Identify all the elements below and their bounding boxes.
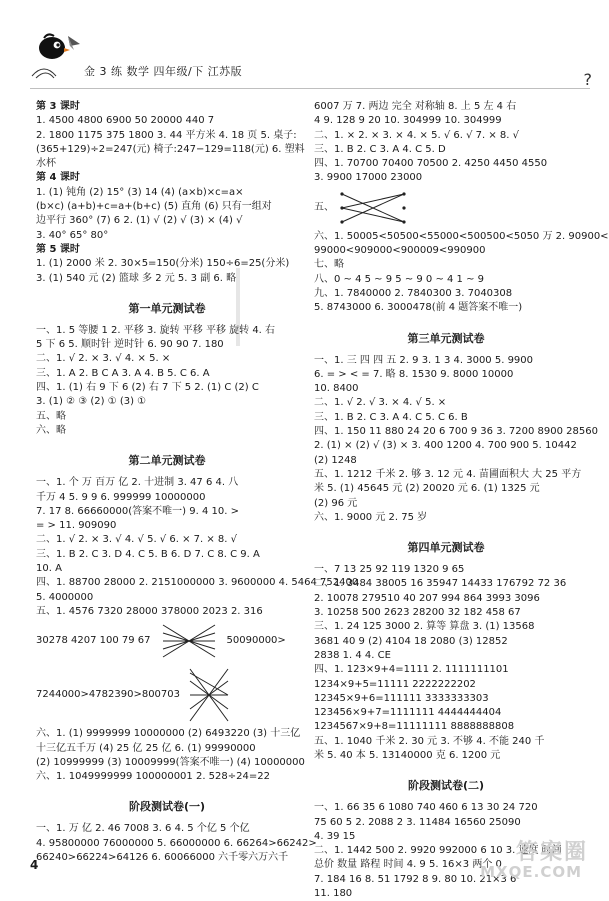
diagram-1-left-text: 30278 4207 100 79 67 (36, 635, 151, 647)
answer-line: (365+129)÷2=247(元) 椅子:247−129=118(元) 6. 塑料 (36, 143, 305, 155)
section-title-unit-3: 第三单元测试卷 (407, 331, 485, 345)
section-title-unit-4: 第四单元测试卷 (407, 541, 485, 555)
diagram-1-right-text: 50090000> (226, 635, 286, 647)
matching-lines-diagram-3 (338, 188, 408, 228)
stage-test-1-answers-continued (314, 100, 578, 186)
answer-line: 五、略 (36, 410, 66, 422)
answer-line: 一、1. 66 35 6 1080 740 460 6 13 30 24 720 (314, 802, 538, 814)
answer-line: 四、1. (1) 右 9 下 6 (2) 右 7 下 5 2. (1) C (2) C (36, 382, 259, 394)
unit-lessons-answers (36, 100, 305, 286)
matching-diagram-row-2 (36, 663, 298, 727)
diagram-2-left-text: 7244000>4782390>800703 (36, 689, 181, 701)
lesson-heading: 第 5 课时 (36, 243, 80, 255)
answer-line: 10. 8400 (314, 383, 359, 395)
lesson-heading: 第 3 课时 (36, 101, 80, 112)
answer-line: 4. 39 15 (314, 830, 356, 842)
answer-line: 11. 180 (314, 888, 353, 900)
answer-line: 六、1. 1049999999 100000001 2. 528÷24=22 (36, 771, 270, 783)
unit-3-answers (314, 354, 598, 526)
answer-line: 1. (1) 2000 米 2. 30×5=150(分米) 150÷6=25(分米) (36, 258, 290, 270)
answer-line: 7. 17 8. 66660000(答案不唯一) 9. 4 10. > (36, 505, 239, 517)
answer-line: 四、1. 70700 70400 70500 2. 4250 4450 4550 (314, 158, 548, 170)
answer-line: 一、1. 5 等腰 1 2. 平移 3. 旋转 平移 平移 旋转 4. 右 (36, 324, 276, 336)
answer-line: 3. 40° 65° 80° (36, 229, 109, 241)
page-header (30, 32, 290, 90)
section-title-stage-test-1: 阶段测试卷(一) (128, 800, 206, 814)
section-title-unit-1: 第一单元测试卷 (128, 301, 206, 315)
answer-line: 1. (1) 钝角 (2) 15° (3) 14 (4) (a×b)×c=a× (36, 186, 244, 198)
answer-line: = > 11. 909090 (36, 520, 117, 532)
header-divider (30, 88, 590, 89)
answer-line: 五、1. 4576 7320 28000 378000 2023 2. 316 (36, 605, 263, 617)
watermark-logo-text: 答案圈 (515, 840, 588, 865)
page-number: 4 (30, 858, 39, 872)
answer-line: 一、1. 个 万 百万 亿 2. 十进制 3. 47 6 4. 八 (36, 477, 239, 489)
answer-line: (b×c) (a+b)+c=a+(b+c) (5) 直角 (6) 只有一组对 (36, 201, 272, 213)
answer-line: 四、1. 123×9+4=1111 2. 1111111101 (314, 664, 509, 676)
answer-line: 三、1. B 2. C 3. A 4. C 5. D (314, 143, 446, 155)
section-title-stage-test-2: 阶段测试卷(二) (407, 779, 485, 793)
answer-line: (2) 10999999 (3) 10009999(答案不唯一) (4) 10000000 (36, 756, 305, 768)
answer-line: 三、1. A 2. B C A 3. A 4. B 5. C 6. A (36, 367, 210, 379)
stage-test-1-answers (36, 822, 317, 865)
answer-line: 五、1. 1212 千米 2. 够 3. 12 元 4. 苗圃面积大 大 25 平方 (314, 468, 582, 480)
section-title-unit-2: 第二单元测试卷 (128, 454, 206, 468)
answer-line: 二、1. √ 2. √ 3. × 4. √ 5. × (314, 397, 447, 409)
answer-line: 3. 10258 500 2623 28200 32 182 458 67 (314, 607, 521, 619)
watermark-url: MXQE.COM (480, 863, 582, 881)
answer-line: 3681 40 9 (2) 4104 18 2080 (3) 12852 (314, 635, 508, 647)
answer-line: 75 60 5 2. 2088 2 3. 11484 16560 25090 (314, 816, 521, 828)
matching-diagram-row-3 (314, 186, 578, 230)
stage-test-1-answers-more (314, 230, 609, 316)
answer-line: 10. A (36, 563, 62, 575)
bird-logo-icon (30, 32, 82, 84)
answer-line: 米 5. 40 本 5. 13140000 克 6. 1200 元 (314, 749, 501, 761)
answer-line: 3. 9900 17000 23000 (314, 172, 423, 184)
unit-2-answers-continued (36, 727, 305, 784)
answer-line: 四、1. 88700 28000 2. 2151000000 3. 9600000 4. 5464 752400 (36, 577, 359, 589)
answer-line: 五、1. 1040 千米 2. 30 元 3. 不够 4. 不能 240 千 (314, 735, 545, 747)
answer-line: 1234567×9+8=11111111 8888888808 (314, 721, 515, 733)
answer-line: 1. 4500 4800 6900 50 20000 440 7 (36, 115, 215, 127)
answer-line: 八、0 ~ 4 5 ~ 9 5 ~ 9 0 ~ 4 1 ~ 9 (314, 273, 485, 285)
answer-line: 一、7 13 25 92 119 1320 9 65 (314, 564, 465, 576)
answer-line: 66240>66224>64126 6. 60066000 六千零六万六千 (36, 851, 289, 863)
answer-line: 九、1. 7840000 2. 7840300 3. 7040308 (314, 287, 513, 299)
answer-line: 三、1. B 2. C 3. A 4. C 5. C 6. B (314, 411, 468, 423)
matching-lines-diagram-2 (186, 665, 232, 725)
answer-line: 99000<909000<900009<990900 (314, 245, 486, 257)
answer-line: 6007 万 7. 两边 完全 对称轴 8. 上 5 左 4 右 (314, 101, 517, 112)
answer-line: 六、1. 9000 元 2. 75 岁 (314, 511, 428, 523)
answer-line: 7. 184 16 8. 51 1792 8 9. 80 10. 21×3 6 (314, 873, 517, 885)
site-watermark (478, 835, 588, 883)
answer-line: 四、1. 150 11 880 24 20 6 700 9 36 3. 7200 8900 28560 (314, 426, 598, 438)
answer-line: 5. 4000000 (36, 591, 94, 603)
answer-line: 十三亿五千万 (4) 25 亿 25 亿 6. (1) 99990000 (36, 742, 256, 754)
unit-1-answers (36, 324, 298, 438)
answer-line: 七、略 (314, 259, 344, 271)
answer-line: 3. (1) 540 元 (2) 篮球 多 2 元 5. 3 副 6. 略 (36, 272, 237, 284)
answer-line: 二、1. 3484 38005 16 35947 14433 176792 72 36 (314, 578, 567, 590)
answer-line: 123456×9+7=1111111 4444444404 (314, 707, 502, 719)
answer-line: 12345×9+6=111111 3333333303 (314, 692, 489, 704)
answer-line: 六、1. (1) 9999999 10000000 (2) 6493220 (3) 十三亿 (36, 728, 301, 740)
answer-line: 三、1. 24 125 3000 2. 算等 算盘 3. (1) 13568 (314, 621, 535, 633)
answer-line: 六、略 (36, 424, 66, 436)
answer-line: 5 下 6 5. 顺时针 逆时针 6. 90 90 7. 180 (36, 339, 224, 351)
answer-line: 二、1. √ 2. × 3. √ 4. × 5. × (36, 353, 171, 365)
answer-line: 二、1. 1442 500 2. 9920 992000 6 10 3. 速度 时间 (314, 845, 562, 857)
lesson-heading: 第 4 课时 (36, 172, 80, 184)
answer-line: 三、1. B 2. C 3. D 4. C 5. B 6. D 7. C 8. C 9. A (36, 548, 260, 560)
answer-line: 3. (1) ② ③ (2) ① (3) ① (36, 396, 147, 408)
answer-line: 二、1. √ 2. × 3. √ 4. √ 5. √ 6. × 7. × 8. √ (36, 534, 238, 546)
answer-line: 4. 95800000 76000000 5. 66000000 6. 66264>66242> (36, 837, 317, 849)
answer-line: 6. = > < = 7. 略 8. 1530 9. 8000 10000 (314, 368, 514, 380)
answer-line: 一、1. 万 亿 2. 46 7008 3. 6 4. 5 个亿 5 个亿 (36, 823, 250, 835)
answer-line: 六、1. 50005<50500<55000<500500<5050 万 2. 90900< (314, 230, 609, 242)
answer-line: 千万 4 5. 9 9 6. 999999 10000000 (36, 491, 206, 503)
answer-line: 2. 10078 279510 40 207 994 864 3993 3096 (314, 592, 540, 604)
answer-line: 边平行 360° (7) 6 2. (1) √ (2) √ (3) × (4) √ (36, 215, 243, 227)
matching-diagram-row-1 (36, 619, 298, 663)
answer-line: 水杯 (36, 158, 56, 170)
answer-line: 一、1. 三 四 四 五 2. 9 3. 1 3 4. 3000 5. 9900 (314, 354, 534, 366)
answer-line: 5. 8743000 6. 3000478(前 4 题答案不唯一) (314, 302, 523, 314)
matching-lines-diagram (159, 621, 219, 661)
answer-line: 二、1. × 2. × 3. × 4. × 5. √ 6. √ 7. × 8. √ (314, 129, 520, 141)
unit-4-answers (314, 563, 578, 763)
answer-line: 2. 1800 1175 375 1800 3. 44 平方米 4. 18 页 5. 桌子: (36, 129, 297, 141)
answer-line: (2) 96 元 (314, 497, 358, 509)
answer-line: 米 5. (1) 45645 元 (2) 20020 元 6. (1) 1325 元 (314, 483, 540, 495)
answer-line: 2. (1) × (2) √ (3) × 3. 400 1200 4. 700 900 5. 10442 (314, 440, 577, 452)
answer-line: 1234×9+5=11111 2222222202 (314, 678, 476, 690)
answer-line: (2) 1248 (314, 454, 357, 466)
right-column (314, 100, 609, 901)
header-book-info: 金 3 练 数学 四年级/下 江苏版 (84, 65, 243, 78)
diagram-3-label: 五、 (314, 201, 334, 213)
answer-line: 4 9. 128 9 20 10. 304999 10. 304999 (314, 115, 502, 127)
corner-mark: ? (583, 70, 592, 89)
answer-line: 2838 1. 4 4. CE (314, 649, 391, 661)
answer-line: 总价 数量 路程 时间 4. 9 5. 16×3 两个 0 (314, 859, 502, 871)
